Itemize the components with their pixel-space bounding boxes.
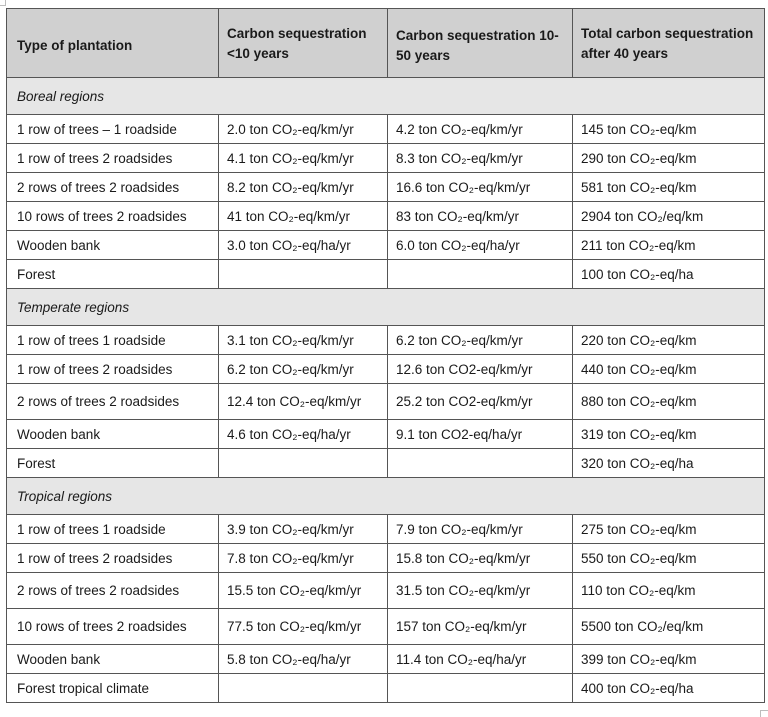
cell-plantation-type: 2 rows of trees 2 roadsides bbox=[7, 173, 219, 202]
cell-plantation-type: Forest bbox=[7, 449, 219, 478]
table-row bbox=[7, 173, 765, 202]
table-row bbox=[7, 144, 765, 173]
cell-plantation-type: Wooden bank bbox=[7, 645, 219, 674]
section-title: Boreal regions bbox=[7, 78, 765, 115]
crop-mark-top-left bbox=[0, 0, 6, 6]
cell-under-10: 5.8 ton CO₂-eq/ha/yr bbox=[219, 645, 388, 674]
cell-plantation-type: Forest tropical climate bbox=[7, 674, 219, 703]
cell-under-10: 3.0 ton CO₂-eq/ha/yr bbox=[219, 231, 388, 260]
cell-plantation-type: Wooden bank bbox=[7, 231, 219, 260]
carbon-sequestration-table bbox=[6, 8, 765, 703]
table-row bbox=[7, 645, 765, 674]
section-row-boreal bbox=[7, 78, 765, 115]
table-row bbox=[7, 115, 765, 144]
cell-plantation-type: Forest bbox=[7, 260, 219, 289]
cell-10-50: 8.3 ton CO₂-eq/km/yr bbox=[388, 144, 573, 173]
table-row bbox=[7, 515, 765, 544]
cell-under-10: 77.5 ton CO₂-eq/km/yr bbox=[219, 609, 388, 645]
cell-total-40: 581 ton CO₂-eq/km bbox=[573, 173, 765, 202]
header-carbon-10-50-years: Carbon sequestration 10-50 years bbox=[388, 9, 573, 78]
section-row-temperate bbox=[7, 289, 765, 326]
cell-plantation-type: 1 row of trees 2 roadsides bbox=[7, 144, 219, 173]
cell-total-40: 440 ton CO₂-eq/km bbox=[573, 355, 765, 384]
header-total-after-40-years: Total carbon sequestration after 40 years bbox=[573, 9, 765, 78]
table-row bbox=[7, 202, 765, 231]
cell-under-10 bbox=[219, 449, 388, 478]
cell-under-10: 41 ton CO₂-eq/km/yr bbox=[219, 202, 388, 231]
cell-total-40: 145 ton CO₂-eq/km bbox=[573, 115, 765, 144]
cell-10-50: 12.6 ton CO2-eq/km/yr bbox=[388, 355, 573, 384]
cell-under-10: 12.4 ton CO₂-eq/km/yr bbox=[219, 384, 388, 420]
cell-total-40: 100 ton CO₂-eq/ha bbox=[573, 260, 765, 289]
header-row bbox=[7, 9, 765, 78]
table-row bbox=[7, 326, 765, 355]
cell-total-40: 2904 ton CO₂/eq/km bbox=[573, 202, 765, 231]
section-title: Temperate regions bbox=[7, 289, 765, 326]
cell-total-40: 5500 ton CO₂/eq/km bbox=[573, 609, 765, 645]
cell-total-40: 320 ton CO₂-eq/ha bbox=[573, 449, 765, 478]
cell-under-10: 4.1 ton CO₂-eq/km/yr bbox=[219, 144, 388, 173]
cell-total-40: 550 ton CO₂-eq/km bbox=[573, 544, 765, 573]
table-row bbox=[7, 609, 765, 645]
section-row-tropical bbox=[7, 478, 765, 515]
cell-plantation-type: 10 rows of trees 2 roadsides bbox=[7, 202, 219, 231]
cell-plantation-type: 1 row of trees 2 roadsides bbox=[7, 355, 219, 384]
cell-10-50: 83 ton CO₂-eq/km/yr bbox=[388, 202, 573, 231]
cell-10-50: 6.0 ton CO₂-eq/ha/yr bbox=[388, 231, 573, 260]
cell-under-10: 3.1 ton CO₂-eq/km/yr bbox=[219, 326, 388, 355]
table-row bbox=[7, 544, 765, 573]
cell-plantation-type: 1 row of trees – 1 roadside bbox=[7, 115, 219, 144]
cell-under-10: 6.2 ton CO₂-eq/km/yr bbox=[219, 355, 388, 384]
cell-total-40: 399 ton CO₂-eq/km bbox=[573, 645, 765, 674]
cell-10-50 bbox=[388, 260, 573, 289]
cell-under-10 bbox=[219, 260, 388, 289]
cell-under-10: 4.6 ton CO₂-eq/ha/yr bbox=[219, 420, 388, 449]
cell-10-50: 4.2 ton CO₂-eq/km/yr bbox=[388, 115, 573, 144]
cell-under-10: 8.2 ton CO₂-eq/km/yr bbox=[219, 173, 388, 202]
cell-plantation-type: Wooden bank bbox=[7, 420, 219, 449]
table-row bbox=[7, 573, 765, 609]
table-row bbox=[7, 355, 765, 384]
header-carbon-under-10-years: Carbon sequestration <10 years bbox=[219, 9, 388, 78]
cell-under-10: 7.8 ton CO₂-eq/km/yr bbox=[219, 544, 388, 573]
cell-plantation-type: 2 rows of trees 2 roadsides bbox=[7, 384, 219, 420]
table-row bbox=[7, 449, 765, 478]
cell-10-50 bbox=[388, 674, 573, 703]
table-row bbox=[7, 231, 765, 260]
section-title: Tropical regions bbox=[7, 478, 765, 515]
cell-10-50: 7.9 ton CO₂-eq/km/yr bbox=[388, 515, 573, 544]
cell-10-50: 31.5 ton CO₂-eq/km/yr bbox=[388, 573, 573, 609]
cell-10-50: 15.8 ton CO₂-eq/km/yr bbox=[388, 544, 573, 573]
cell-total-40: 319 ton CO₂-eq/km bbox=[573, 420, 765, 449]
cell-10-50 bbox=[388, 449, 573, 478]
cell-total-40: 290 ton CO₂-eq/km bbox=[573, 144, 765, 173]
cell-plantation-type: 1 row of trees 1 roadside bbox=[7, 515, 219, 544]
cell-plantation-type: 10 rows of trees 2 roadsides bbox=[7, 609, 219, 645]
cell-10-50: 157 ton CO₂-eq/km/yr bbox=[388, 609, 573, 645]
table-row bbox=[7, 674, 765, 703]
table-row bbox=[7, 260, 765, 289]
cell-10-50: 25.2 ton CO2-eq/km/yr bbox=[388, 384, 573, 420]
cell-total-40: 211 ton CO₂-eq/km bbox=[573, 231, 765, 260]
cell-total-40: 880 ton CO₂-eq/km bbox=[573, 384, 765, 420]
cell-plantation-type: 2 rows of trees 2 roadsides bbox=[7, 573, 219, 609]
cell-total-40: 110 ton CO₂-eq/km bbox=[573, 573, 765, 609]
cell-plantation-type: 1 row of trees 2 roadsides bbox=[7, 544, 219, 573]
cell-under-10: 2.0 ton CO₂-eq/km/yr bbox=[219, 115, 388, 144]
crop-mark-bottom-right bbox=[760, 710, 768, 717]
header-type-of-plantation: Type of plantation bbox=[7, 9, 219, 78]
cell-total-40: 400 ton CO₂-eq/ha bbox=[573, 674, 765, 703]
cell-total-40: 220 ton CO₂-eq/km bbox=[573, 326, 765, 355]
table-row bbox=[7, 420, 765, 449]
cell-10-50: 6.2 ton CO₂-eq/km/yr bbox=[388, 326, 573, 355]
cell-10-50: 16.6 ton CO₂-eq/km/yr bbox=[388, 173, 573, 202]
cell-10-50: 11.4 ton CO₂-eq/ha/yr bbox=[388, 645, 573, 674]
cell-10-50: 9.1 ton CO2-eq/ha/yr bbox=[388, 420, 573, 449]
cell-plantation-type: 1 row of trees 1 roadside bbox=[7, 326, 219, 355]
cell-under-10: 3.9 ton CO₂-eq/km/yr bbox=[219, 515, 388, 544]
cell-under-10: 15.5 ton CO₂-eq/km/yr bbox=[219, 573, 388, 609]
cell-under-10 bbox=[219, 674, 388, 703]
cell-total-40: 275 ton CO₂-eq/km bbox=[573, 515, 765, 544]
table-row bbox=[7, 384, 765, 420]
